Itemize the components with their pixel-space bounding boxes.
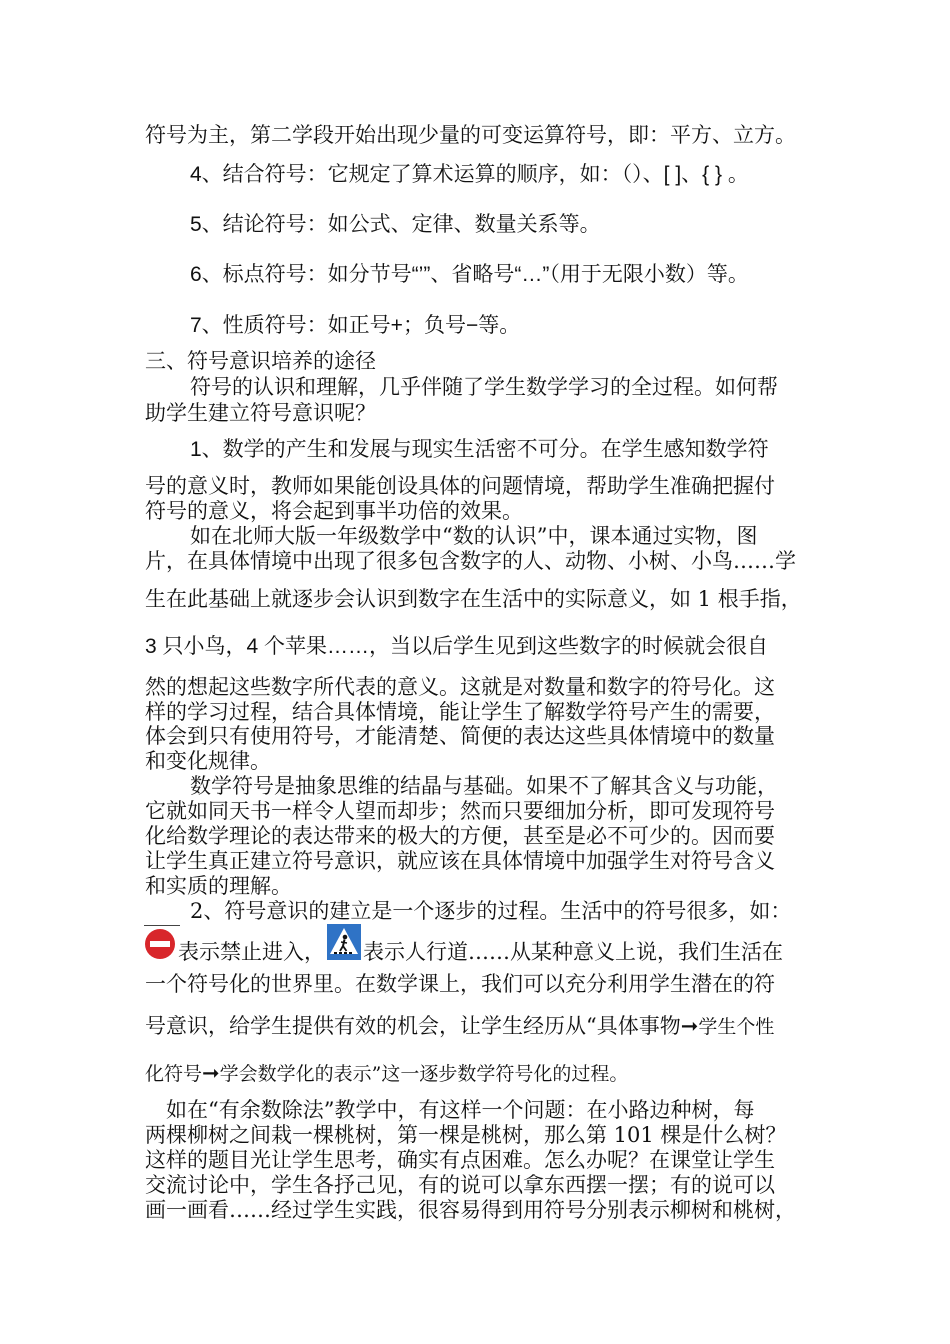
text-segment: 号意识，给学生提供有效的机会，让学生经历从“具体事物: [145, 1014, 681, 1038]
section-heading: 三、符号意识培养的途径: [145, 349, 376, 373]
text-line: [145, 1059, 628, 1088]
text-line: 然的想起这些数字所代表的意义。这就是对数量和数字的符号化。这: [145, 675, 775, 699]
text-line: 数学符号是抽象思维的结晶与基础。如果不了解其含义与功能，: [190, 774, 778, 798]
text-line: 一个符号化的世界里。在数学课上，我们可以充分利用学生潜在的符: [145, 972, 775, 996]
text-line: 1、数学的产生和发展与现实生活密不可分。在学生感知数学符: [190, 438, 769, 461]
text-line: 7、性质符号：如正号+；负号−等。: [190, 314, 521, 337]
text-line: 6、标点符号：如分节号“’”、省略号“…”（用于无限小数）等。: [190, 263, 749, 286]
arrow-icon: ➞: [680, 1014, 699, 1038]
text-line: 符号为主，第二学段开始出现少量的可变运算符号，即：平方、立方。: [145, 123, 796, 147]
text-line: 5、结论符号：如公式、定律、数量关系等。: [190, 213, 601, 236]
text-line: 号的意义时，教师如果能创设具体的问题情境，帮助学生准确把握付: [145, 474, 775, 498]
text-line: 让学生真正建立符号意识，就应该在具体情境中加强学生对符号含义: [145, 849, 775, 873]
text-segment: 学会数学化的表示”这一逐步数学符号化的过程。: [219, 1063, 629, 1085]
text-segment: 化符号: [145, 1063, 203, 1085]
arrow-icon: ➞: [202, 1061, 220, 1085]
text-line: 符号的意义，将会起到事半功倍的效果。: [145, 499, 523, 523]
text-line: [145, 1012, 774, 1041]
text-line: 体会到只有使用符号，才能清楚、简便的表达这些具体情境中的数量: [145, 724, 775, 748]
text-line: 两棵柳树之间栽一棵桃树，第一棵是桃树，那么第 101 棵是什么树？: [145, 1123, 787, 1147]
text-segment: 学生个性: [698, 1016, 775, 1038]
text-line: 生在此基础上就逐步会认识到数字在生活中的实际意义，如 1 根手指，: [145, 587, 802, 611]
text-line: 它就如同天书一样令人望而却步；然而只要细加分析，即可发现符号: [145, 799, 775, 823]
text-line: 表示禁止进入，: [178, 940, 325, 964]
text-line: 和变化规律。: [145, 749, 271, 773]
text-line: 3 只小鸟，4 个苹果……，当以后学生见到这些数字的时候就会很自: [145, 635, 769, 658]
text-line: 4、结合符号：它规定了算术运算的顺序，如：（）、[ ]、{ } 。: [190, 163, 749, 186]
no-entry-sign-icon: [144, 928, 176, 960]
text-line: 符号的认识和理解，几乎伴随了学生数学学习的全过程。如何帮: [190, 375, 778, 399]
text-line: 如在“有余数除法”教学中，有这样一个问题：在小路边种树，每: [166, 1098, 755, 1122]
text-line: 助学生建立符号意识呢？: [145, 401, 376, 425]
text-line: 样的学习过程，结合具体情境，能让学生了解数学符号产生的需要，: [145, 700, 775, 724]
pedestrian-crossing-sign-icon: [327, 924, 361, 960]
text-line: 这样的题目光让学生思考，确实有点困难。怎么办呢？在课堂让学生: [145, 1148, 775, 1172]
text-line: 如在北师大版一年级数学中“数的认识”中，课本通过实物，图: [190, 524, 758, 548]
text-line: 化给数学理论的表达带来的极大的方便，甚至是必不可少的。因而要: [145, 824, 775, 848]
text-line: 画一画看……经过学生实践，很容易得到用符号分别表示柳树和桃树，: [145, 1198, 796, 1222]
text-line: 和实质的理解。: [145, 874, 292, 898]
text-line: 表示人行道……从某种意义上说，我们生活在: [363, 940, 783, 964]
text-line: 片，在具体情境中出现了很多包含数字的人、动物、小树、小鸟……学: [145, 549, 796, 573]
text-line: 交流讨论中，学生各抒己见，有的说可以拿东西摆一摆；有的说可以: [145, 1173, 775, 1197]
text-line: 2、符号意识的建立是一个逐步的过程。生活中的符号很多，如：: [190, 899, 792, 923]
underline-mark: [144, 925, 180, 926]
